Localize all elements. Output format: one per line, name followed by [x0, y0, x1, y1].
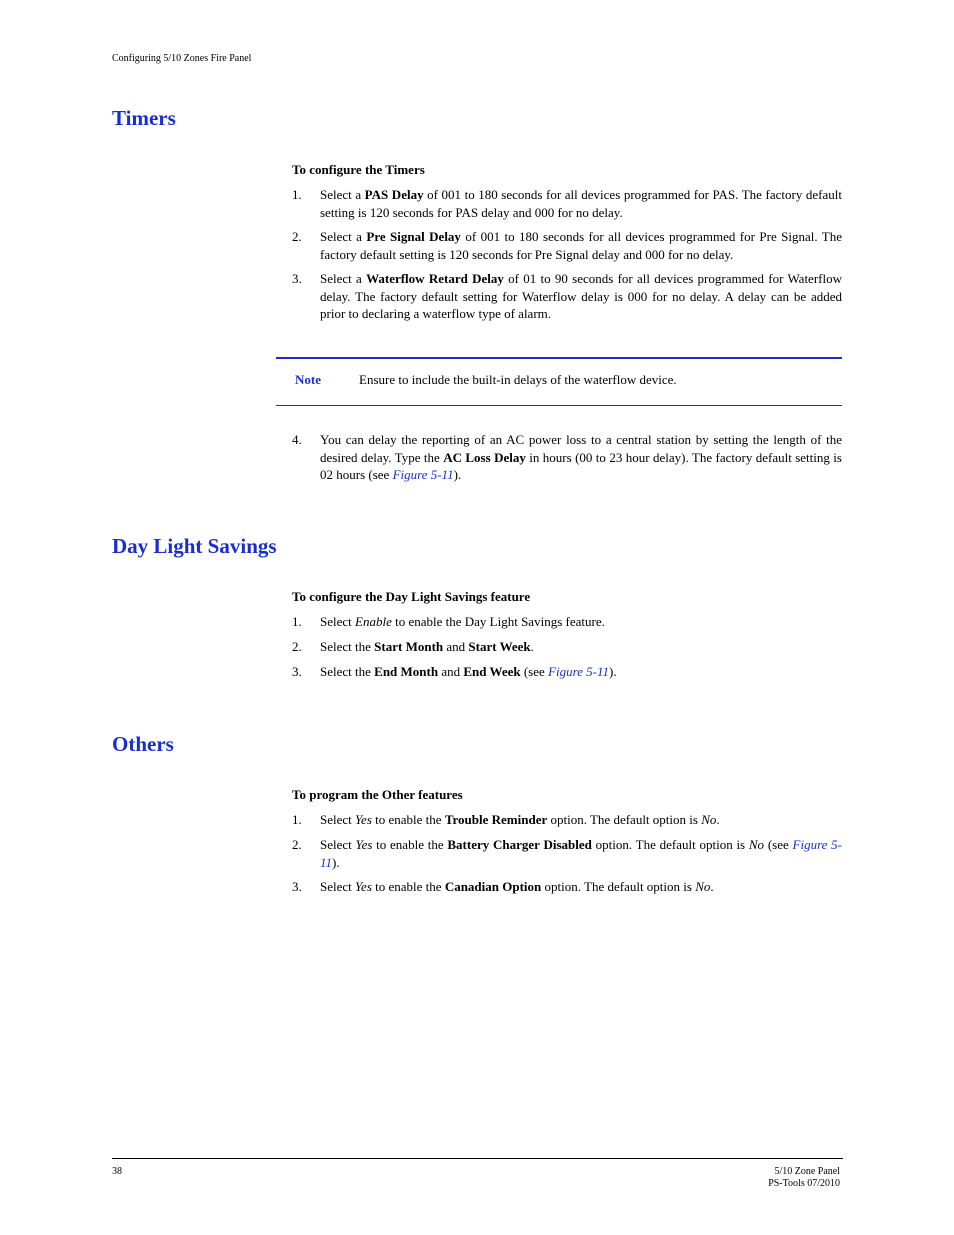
footer-doc-id: PS-Tools 07/2010 [768, 1177, 840, 1189]
list-item [292, 613, 842, 631]
figure-link[interactable]: Figure 5-11 [548, 664, 610, 679]
step-text: . [716, 812, 720, 827]
footer-product: 5/10 Zone Panel [774, 1166, 840, 1177]
step-text: Select [320, 614, 356, 629]
step-text: Select the [320, 639, 375, 654]
step-text: option. The default option is [547, 812, 702, 827]
procedure-title-daylight-savings: To configure the Day Light Savings feature [292, 589, 531, 604]
ui-term: Waterflow Retard Delay [366, 271, 504, 286]
step-text: Select a [320, 229, 367, 244]
ui-term: Canadian Option [444, 879, 542, 894]
option-value: Yes [355, 837, 373, 852]
section-heading-timers: Timers [112, 106, 176, 130]
step-text: to enable the [371, 812, 445, 827]
step-text: ). [609, 664, 617, 679]
running-header: Configuring 5/10 Zones Fire Panel [112, 53, 252, 64]
footer-rule [112, 1158, 843, 1159]
ui-term: Trouble Reminder [444, 812, 548, 827]
note-top-rule [276, 357, 842, 359]
list-item [292, 186, 842, 221]
option-value: No [748, 837, 765, 852]
option-value: Yes [355, 879, 372, 894]
ui-term: Start Week [468, 639, 531, 654]
step-text: to enable the [372, 837, 448, 852]
step-text: Select a [320, 187, 365, 202]
step-text: and [438, 664, 464, 679]
step-number: 1. [292, 614, 302, 629]
step-text: . [530, 639, 534, 654]
list-item [292, 270, 842, 323]
step-text: Select [320, 812, 356, 827]
step-number: 1. [292, 187, 302, 202]
step-number: 2. [292, 639, 302, 654]
procedure-title-timers: To configure the Timers [292, 162, 425, 177]
step-text: to enable the Day Light Savings feature. [391, 614, 605, 629]
step-number: 3. [292, 664, 302, 679]
step-text: option. The default option is [541, 879, 696, 894]
step-text: of 001 to 180 seconds for all devices programmed for Pre Signal. The factory default setting is 120 seconds for Pre Signal delay and 000 for no delay. [320, 229, 843, 262]
step-text: Select [320, 879, 356, 894]
step-text: (see [520, 664, 549, 679]
step-text: (see [764, 837, 793, 852]
list-item [292, 878, 842, 896]
ui-term: Battery Charger Disabled [447, 837, 592, 852]
procedure-title-others: To program the Other features [292, 787, 463, 802]
list-item [292, 431, 842, 484]
step-text: of 01 to 90 seconds for all devices programmed for Waterflow delay. The factory default setting for Waterflow delay is 000 for no delay. A delay can be added prior to declaring a waterflow type of alarm. [320, 271, 842, 321]
page-number: 38 [112, 1166, 122, 1177]
option-value: Enable [355, 614, 392, 629]
list-item [292, 836, 842, 871]
figure-link[interactable]: Figure 5-11 [320, 837, 843, 870]
step-text: of 001 to 180 seconds for all devices programmed for PAS. The factory default setting is 120 seconds for PAS delay and 000 for no delay. [320, 187, 842, 220]
option-value: Yes [355, 812, 372, 827]
footer-doc-info [768, 1166, 840, 1189]
note-text: Ensure to include the built-in delays of the waterflow device. [359, 372, 677, 387]
option-value: No [701, 812, 717, 827]
list-item [292, 811, 842, 829]
step-text: in hours (00 to 23 hour delay). The factory default setting is 02 hours (see [320, 449, 842, 482]
step-text: You can delay the reporting of an AC power loss to a central station by setting the length of the desired delay. Type the [320, 432, 842, 465]
list-item [292, 228, 842, 263]
section-heading-daylight-savings: Day Light Savings [112, 534, 277, 558]
step-text: and [443, 639, 469, 654]
step-text: Select a [320, 271, 367, 286]
step-text: ). [453, 467, 462, 482]
figure-link[interactable]: Figure 5-11 [392, 467, 454, 482]
ui-term: Pre Signal Delay [366, 229, 461, 244]
list-item [292, 638, 842, 656]
ui-term: Start Month [374, 639, 444, 654]
ui-term: End Month [374, 664, 439, 679]
step-text: option. The default option is [591, 837, 749, 852]
ui-term: PAS Delay [364, 187, 424, 202]
step-number: 4. [292, 432, 302, 447]
step-text: Select the [320, 664, 375, 679]
section-heading-others: Others [112, 732, 174, 756]
note-label: Note [295, 372, 321, 387]
step-text: to enable the [371, 879, 445, 894]
step-text: ). [332, 854, 340, 870]
step-number: 1. [292, 812, 302, 827]
step-number: 2. [292, 229, 302, 244]
step-text: Select [320, 837, 356, 852]
note-bottom-rule [276, 405, 842, 406]
list-item [292, 663, 842, 681]
ui-term: AC Loss Delay [443, 449, 526, 465]
step-number: 2. [292, 837, 302, 852]
step-number: 3. [292, 879, 302, 894]
step-text: . [710, 879, 714, 894]
ui-term: End Week [463, 664, 521, 679]
option-value: No [695, 879, 711, 894]
step-number: 3. [292, 271, 302, 286]
